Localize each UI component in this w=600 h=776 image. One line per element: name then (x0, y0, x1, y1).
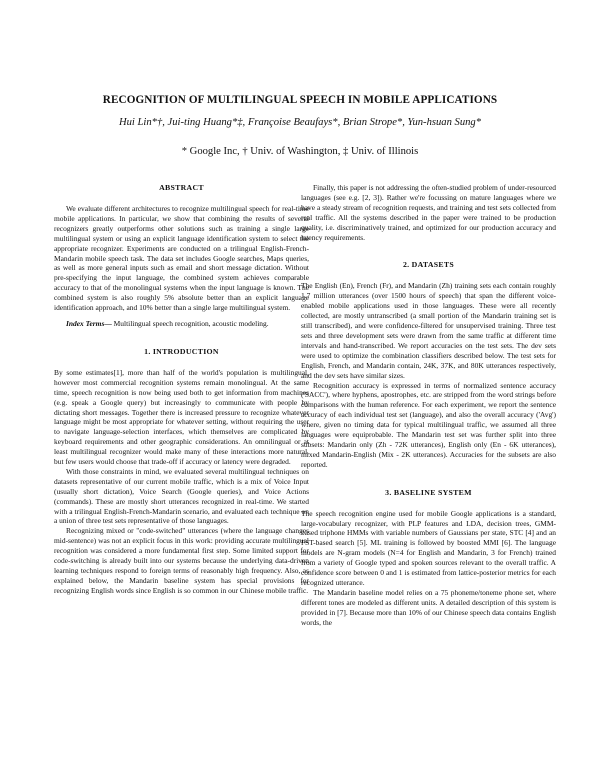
datasets-paragraph-2: Recognition accuracy is expressed in terms of normalized sentence accuracy ('SACC'), where hyphens, apostrophes, etc. are stripped from the word strings before comparisons with the human reference. For each experiment, we report the sentence accuracy of each individual test set (language), and also the overall accuracy ('Avg') where, given no timing data for typical multilingual traffic, we assumed all three languages were equiprobable. The Mandarin test set was further split into three subsets: Mandarin only (Zh - 72K utterances), English only (En - 6K utterances), mixed Mandarin-English (Mix - 2K utterances). Accuracies for the subsets are also reported. (301, 380, 556, 469)
left-column (54, 183, 309, 768)
section-heading-baseline: 3. BASELINE SYSTEM (385, 487, 472, 497)
affiliations: * Google Inc, † Univ. of Washington, ‡ Univ. of Illinois (181, 146, 419, 157)
section-heading-introduction: 1. INTRODUCTION (144, 346, 219, 356)
section-heading-datasets: 2. DATASETS (402, 260, 455, 270)
baseline-paragraph-2: The Mandarin baseline model relies on a 75 phoneme/toneme phone set, where different tones are modeled as different units. A detailed description of this system is provided in [7]. Because more than 10% of our Chinese speech data contains English words, the (301, 587, 556, 627)
paper-title: RECOGNITION OF MULTILINGUAL SPEECH IN MOBILE APPLICATIONS (102, 94, 498, 106)
datasets-paragraph-1: The English (En), French (Fr), and Mandarin (Zh) training sets each contain roughly 1.7 million utterances (over 1500 hours of speech) that span the different voice-enabled mobile applications used in those languages. These were all recently collected, are mostly untranscribed (a small portion of the Mandarin training set is still transcribed), and were confidence-filtered for unsupervised training. Three test sets and three development sets were drawn from the same traffic at different time intervals and hand-transcribed. We report accuracies on the test sets. The dev sets were used to optimize the combination classifiers described below. The test sets for English, French, and Mandarin contain, 24K, 37K, and 80K utterances respectively, and the dev sets have similar sizes. (301, 281, 556, 380)
author-list: Hui Lin*†, Jui-ting Huang*‡, Françoise Beaufays*, Brian Strope*, Yun-hsuan Sung* (118, 117, 482, 128)
intro-paragraph-3: Recognizing mixed or "code-switched" utterances (where the language changes mid-sentence) was not an explicit focus in this work: providing accurate multilingual recognition was considered a more fundamental first step. Some limited support for code-switching is already built into our systems because the underlying data-driven learning techniques respond to foreign terms of reasonably high frequency. Also, as explained below, the Mandarin baseline system has special provisions for recognizing English words since English is so common in our Chinese mobile traffic. (54, 526, 309, 595)
abstract-heading: ABSTRACT (159, 183, 204, 192)
baseline-paragraph-1: The speech recognition engine used for mobile Google applications is a standard, large-vocabulary recognizer, with PLP features and LDA, decision trees, GMM-based triphone HMMs with variable numbers of Gaussians per state, STC [4] and an FST-based search [5]. ML training is followed by boosted MMI [6]. The language models are N-gram models (N=4 for English and Mandarin, 3 for French) trained from a variety of Google typed and spoken sources relevant to the overall traffic. A confidence score between 0 and 1 is estimated from lattice-posterior metrics for each recognized utterance. (301, 508, 556, 587)
index-terms-text: Multilingual speech recognition, acoustic modeling. (111, 318, 269, 328)
index-terms-label: Index Terms— (66, 318, 112, 328)
abstract-text: We evaluate different architectures to recognize multilingual speech for real-time mobile applications. In particular, we show that combining the results of several recognizers greatly outperforms other solutions such as training a single large multilingual system or using an explicit language identification system to select the appropriate recognizer. Experiments are conducted on a trilingual English-French-Mandarin mobile speech task. The data set includes Google searches, Maps queries, as well as more general inputs such as email and short message dictation. Without pre-specifying the input language, the combined system achieves comparable accuracy to that of the monolingual systems when the input language is known. The combined system is also roughly 5% absolute better than an explicit language identification approach, and 10% better than a single large multilingual system. (54, 204, 309, 313)
intro-paragraph-4: Finally, this paper is not addressing the often-studied problem of under-resourced languages (see e.g. [2, 3]). Rather we're focussing on mature languages where we have a steady stream of recognition requests, and training and test sets collected from real traffic. All the systems described in the paper were trained to be production quality, i.e. discriminatively trained, and optimized for our production accuracy and latency requirements. (301, 183, 556, 242)
right-column (301, 183, 556, 768)
index-terms (54, 319, 309, 329)
intro-paragraph-2: With those constraints in mind, we evaluated several multilingual techniques on datasets representative of our current mobile traffic, which is a mix of Voice Input (usually short dictation), Voice Search (Google queries), and Voice Actions (commands). These are mostly short utterances recognized in real-time. We started with a trilingual English-French-Mandarin scenario, and evaluated each technique on a union of three test sets representative of those languages. (54, 466, 309, 526)
intro-paragraph-1: By some estimates[1], more than half of the world's population is multilingual, however most commercial recognition systems remain monolingual. At the same time, speech recognition is now being used both to get information from machines (e.g. speak a Google query) but increasingly to communicate with people by dictating short messages. Together there is increased pressure to recognize whatever language might be most appropriate for whatever setting, without requiring the user to navigate language-selection interfaces, which themselves are complicated by keyboard requirements and other geographic considerations. An omnilingual or at least multilingual recognizer would make many of these interactions more natural, but few users would choose that trade-off if accuracy or latency were degraded. (54, 367, 309, 467)
